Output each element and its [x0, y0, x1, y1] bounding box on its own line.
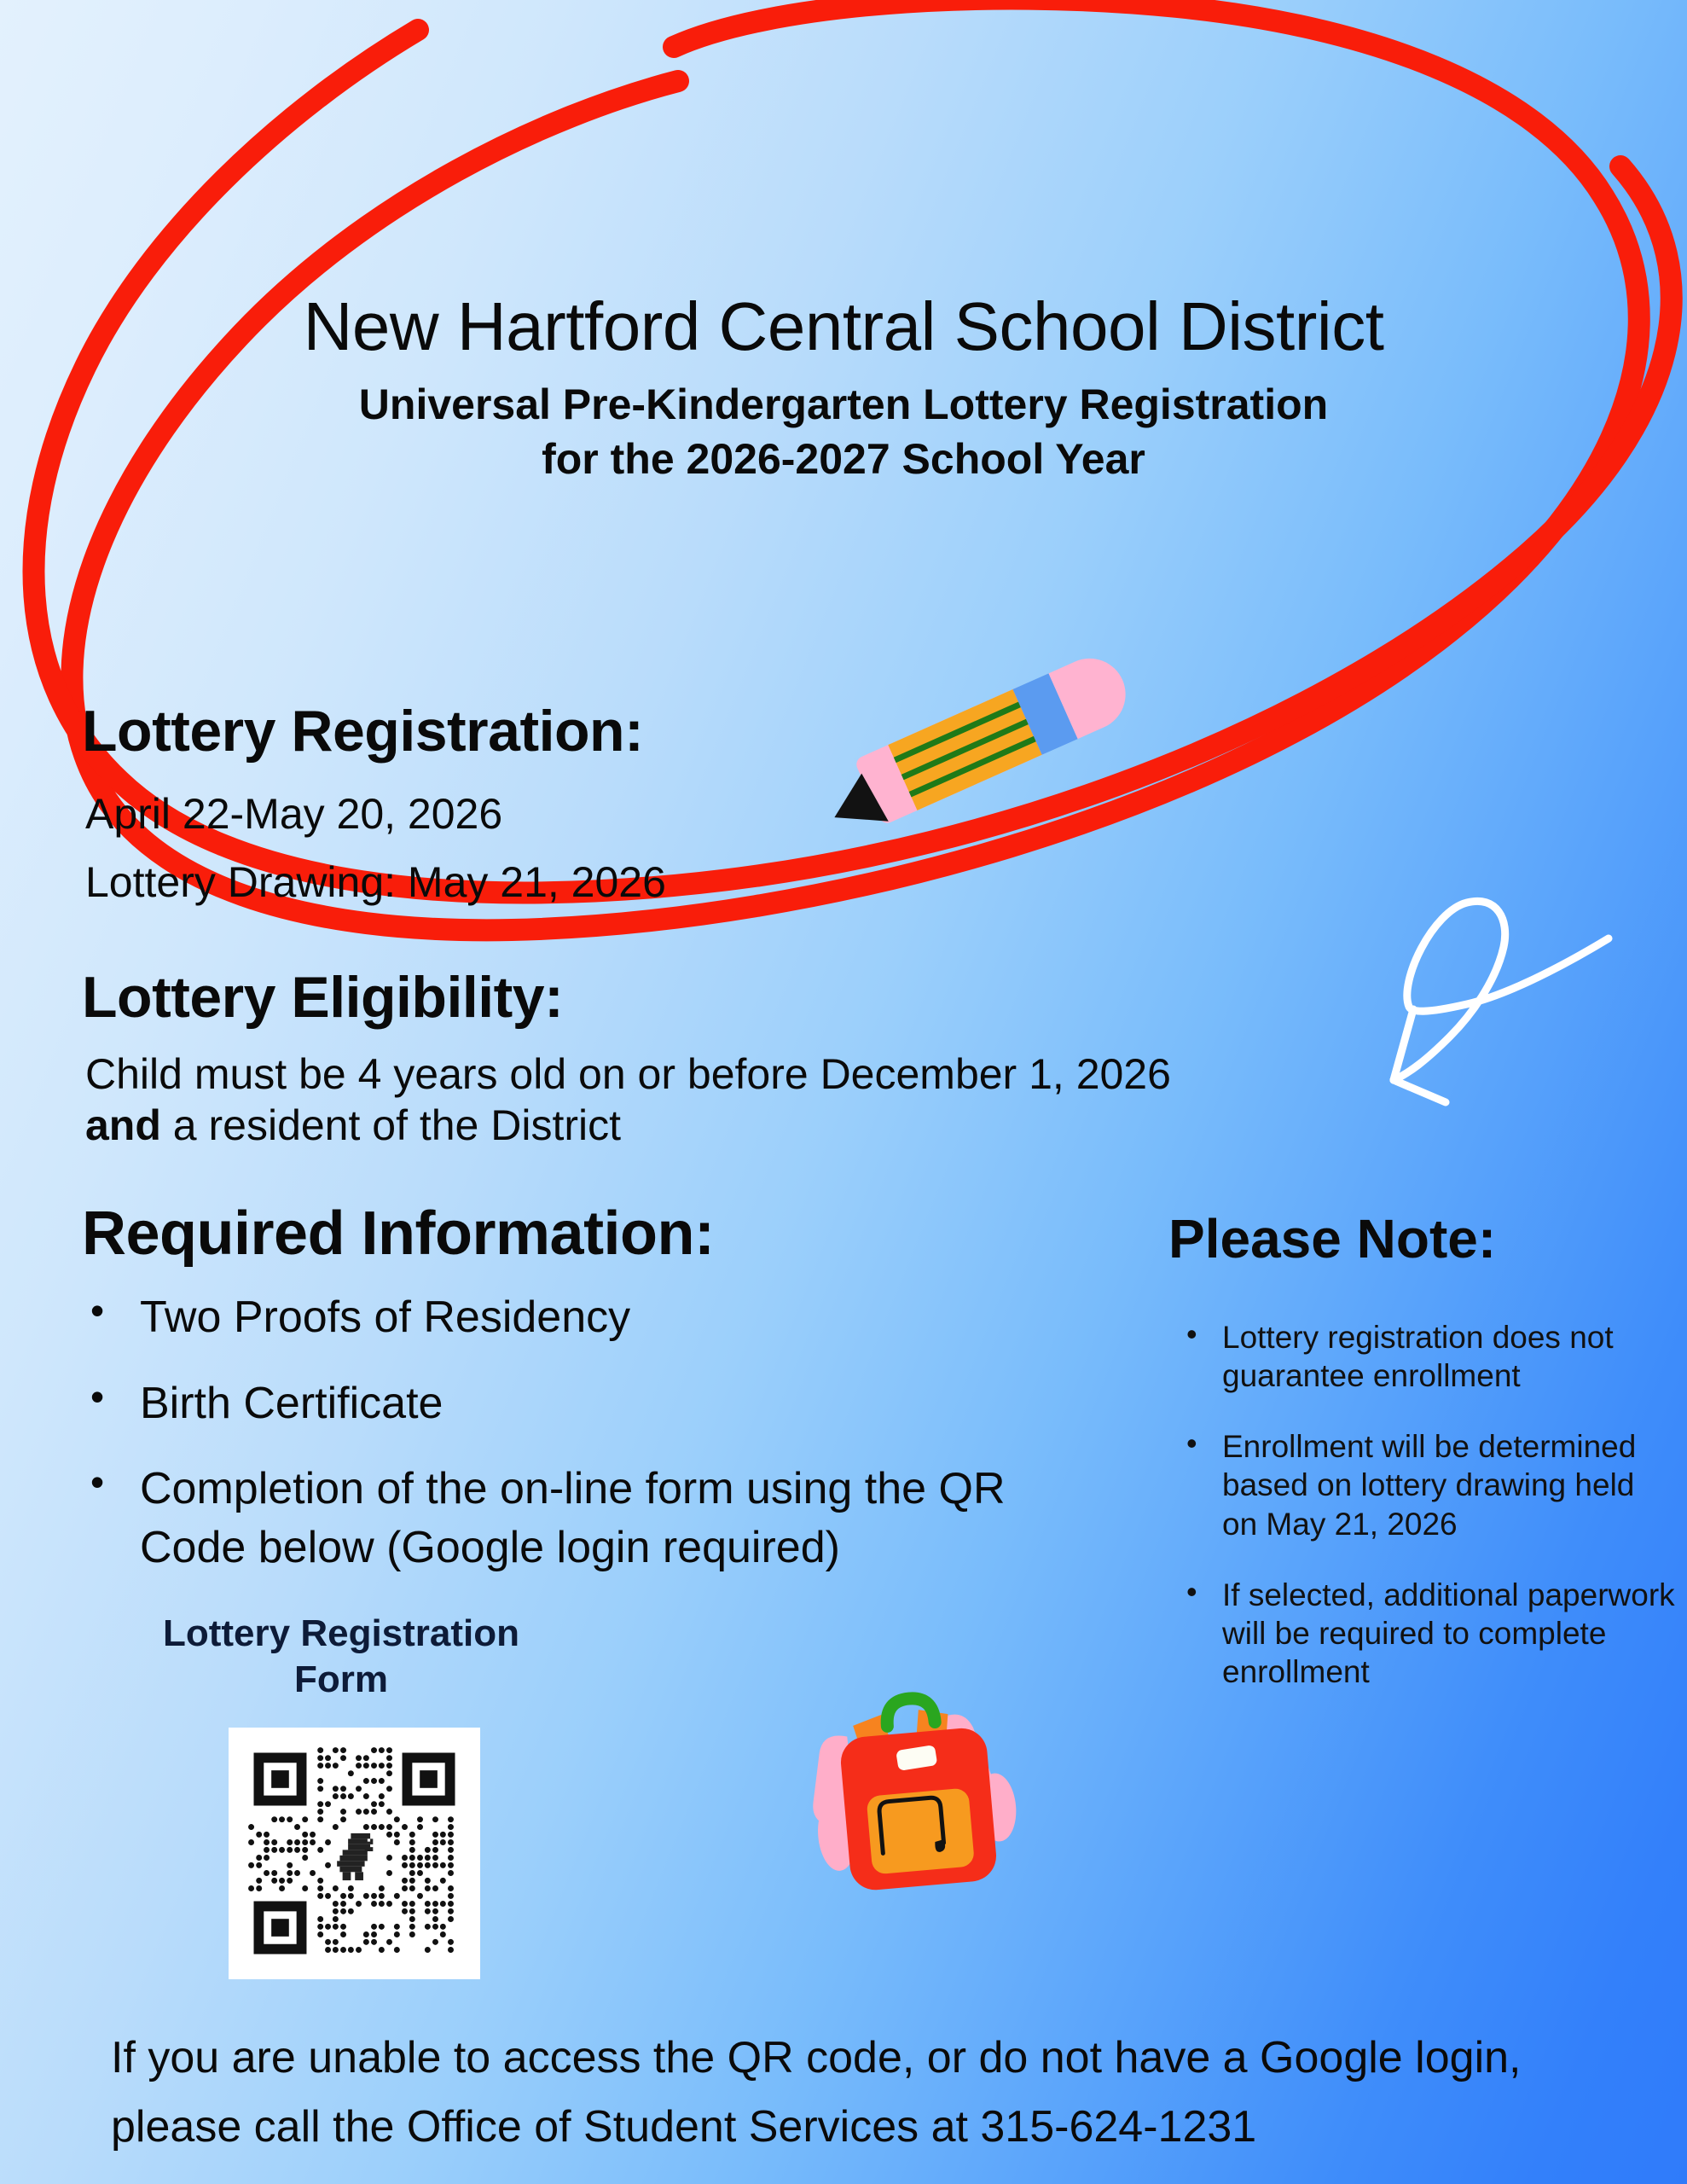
- subtitle-line-1: Universal Pre-Kindergarten Lottery Registration: [358, 380, 1329, 428]
- list-item: • Two Proofs of Residency: [82, 1288, 1097, 1347]
- page-title: New Hartford Central School District: [303, 288, 1384, 364]
- registration-dates: April 22-May 20, 2026: [85, 790, 503, 838]
- qr-code-icon[interactable]: [229, 1728, 480, 1979]
- list-item: • Enrollment will be determined based on lottery drawing held on May 21, 2026: [1181, 1427, 1676, 1542]
- lottery-eligibility-heading: Lottery Eligibility:: [82, 965, 564, 1030]
- list-item: • Completion of the on-line form using the QR Code below (Google login required): [82, 1460, 1097, 1577]
- qr-code-graphic: [229, 1728, 480, 1979]
- qr-code-label: [102, 1611, 580, 1702]
- eligibility-residency-requirement: [85, 1101, 621, 1150]
- eligibility-age-requirement: Child must be 4 years old on or before December 1, 2026: [85, 1050, 1171, 1098]
- list-item: • Lottery registration does not guarantee enrollment: [1181, 1318, 1676, 1395]
- page-subtitle: [0, 377, 1687, 486]
- required-information-heading: Required Information:: [82, 1199, 715, 1268]
- eligibility-residency-rest: a resident of the District: [160, 1101, 622, 1149]
- subtitle-line-2: for the 2026-2027 School Year: [542, 435, 1145, 483]
- list-item: • Birth Certificate: [82, 1374, 1097, 1433]
- please-note-heading: Please Note:: [1168, 1208, 1497, 1269]
- eligibility-and-word: and: [85, 1101, 161, 1149]
- list-item: • If selected, additional paperwork will be required to complete enrollment: [1181, 1576, 1676, 1691]
- lottery-drawing-date: Lottery Drawing: May 21, 2026: [85, 858, 666, 906]
- qr-label-line-2: Form: [294, 1658, 388, 1700]
- qr-label-line-1: Lottery Registration: [162, 1612, 520, 1654]
- please-note-list: [1181, 1318, 1676, 1723]
- footer-contact-note: If you are unable to access the QR code, or do not have a Google login, please call the Office of Student Services at 315-624-1231: [111, 2033, 1522, 2152]
- lottery-registration-heading: Lottery Registration:: [82, 699, 644, 764]
- required-information-list: [82, 1288, 1097, 1605]
